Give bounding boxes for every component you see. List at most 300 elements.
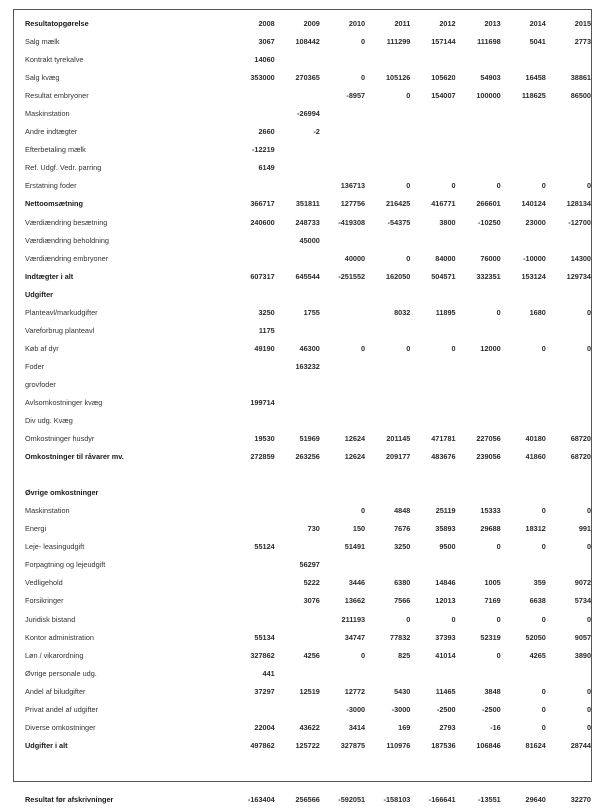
value-cell: -592051 [338,794,366,804]
table-row [25,647,591,665]
value-cell: 211193 [341,614,366,624]
value-cell: 0 [361,37,366,47]
value-cell: -12700 [568,217,591,227]
value-cell: 13662 [344,596,366,606]
value-cell [201,574,275,592]
value-cell: 136713 [340,181,366,191]
value-cell [320,304,365,322]
value-cell: 55124 [254,542,275,552]
value-cell: 14846 [435,578,456,588]
value-cell: 5734 [574,596,591,606]
value-cell [546,358,591,376]
table-row [25,232,591,250]
row-label: Leje- leasingudgift [25,542,85,552]
value-cell [320,556,365,574]
value-cell: 40180 [525,434,546,444]
value-cell [546,412,591,430]
table-row [25,87,591,105]
row-label: Kontor administration [25,632,94,642]
row-label: Salg mælk [25,37,60,47]
value-cell: 55134 [254,632,275,642]
value-cell: 266601 [476,199,501,209]
value-cell [365,51,410,69]
value-cell: 2660 [258,127,275,137]
value-cell [501,412,546,430]
value-cell [275,484,320,502]
value-cell [275,665,320,683]
value-cell: 32270 [570,794,591,804]
row-label: Resultat embryoner [25,91,89,101]
table-row [25,665,591,683]
value-cell [501,358,546,376]
value-cell: -163404 [247,794,275,804]
header-row [25,15,591,33]
value-cell [456,232,501,250]
value-cell: 0 [586,686,591,696]
row-label: grovfoder [25,379,56,389]
table-row [25,701,591,719]
value-cell [456,376,501,394]
value-cell [501,665,546,683]
value-cell [275,159,320,177]
value-cell [320,412,365,430]
value-cell: 14300 [570,253,591,263]
value-cell: 37393 [435,632,456,642]
value-cell: 106846 [476,740,501,750]
spacer-row [25,755,591,791]
value-cell: 40000 [344,253,366,263]
value-cell [201,286,275,304]
value-cell: 43622 [299,722,320,732]
value-cell: -251552 [338,271,366,281]
value-cell [201,701,275,719]
value-cell: 29688 [480,524,501,534]
total-row [25,195,591,213]
value-cell: 34747 [344,632,366,642]
value-cell [365,123,410,141]
value-cell [410,159,455,177]
value-cell: 41860 [525,452,546,462]
value-cell: 153124 [521,271,546,281]
value-cell [365,484,410,502]
year-header: 2011 [394,19,411,29]
value-cell [546,466,591,484]
value-cell [365,322,410,340]
value-cell [410,358,455,376]
value-cell: 51491 [344,542,366,552]
value-cell [546,556,591,574]
value-cell: 14060 [254,55,275,65]
value-cell: 4848 [394,506,411,516]
value-cell [546,755,591,791]
table-row [25,51,591,69]
value-cell [275,376,320,394]
value-cell: 351811 [295,199,320,209]
row-label: Salg kvæg [25,73,60,83]
value-cell: 0 [496,181,501,191]
table-row [25,412,591,430]
value-cell [320,322,365,340]
value-cell: 38861 [570,73,591,83]
value-cell [201,358,275,376]
year-header: 2008 [258,19,275,29]
year-header: 2009 [303,19,320,29]
value-cell: 3446 [348,578,366,588]
total-row [25,448,591,466]
value-cell: 11895 [435,307,456,317]
value-cell [320,466,365,484]
value-cell [275,87,320,105]
value-cell: 51969 [299,434,320,444]
table-row [25,250,591,268]
row-label: Juridisk bistand [25,614,76,624]
value-cell [456,556,501,574]
value-cell: 52050 [525,632,546,642]
value-cell: 270365 [295,73,320,83]
year-header: 2015 [574,19,591,29]
value-cell: -166641 [428,794,456,804]
value-cell: 353000 [250,73,275,83]
value-cell [365,376,410,394]
value-cell [201,592,275,610]
value-cell: 497862 [250,740,275,750]
value-cell: 0 [361,343,366,353]
value-cell [546,232,591,250]
value-cell [410,484,455,502]
value-cell: 2773 [574,37,591,47]
spacer-row [25,466,591,484]
value-cell [365,105,410,123]
value-cell: -10250 [477,217,501,227]
value-cell [275,51,320,69]
value-cell: 0 [451,181,456,191]
value-cell [546,105,591,123]
value-cell [320,286,365,304]
table-row [25,177,591,195]
value-cell [275,286,320,304]
value-cell: 0 [586,506,591,516]
value-cell: -10000 [523,253,546,263]
value-cell [501,376,546,394]
row-label: Erstatning foder [25,181,77,191]
value-cell: 86500 [570,91,591,101]
value-cell [320,232,365,250]
value-cell: 0 [586,542,591,552]
spreadsheet-page [13,9,592,804]
value-cell [275,322,320,340]
table-row [25,574,591,592]
value-cell: 0 [451,343,456,353]
row-label: Privat andel af udgifter [25,704,99,714]
value-cell [501,159,546,177]
value-cell: 9072 [574,578,591,588]
row-label: Avlsomkostninger kvæg [25,398,103,407]
value-cell: 3800 [439,217,456,227]
value-cell: 110976 [386,740,411,750]
table-row [25,159,591,177]
value-cell: 0 [361,650,366,660]
value-cell: 140124 [521,199,546,209]
value-cell [410,232,455,250]
value-cell: -13551 [477,794,501,804]
table-row [25,556,591,574]
total-row [25,268,591,286]
value-cell: 4265 [529,650,546,660]
value-cell [501,394,546,412]
value-cell: 607317 [250,271,275,281]
value-cell: -2500 [482,704,501,714]
value-cell: 1175 [258,325,275,335]
table-row [25,430,591,448]
value-cell: 12519 [299,686,320,696]
value-cell [275,538,320,556]
row-label: Løn / vikarordning [25,650,84,660]
value-cell: 6638 [529,596,546,606]
value-cell: 645544 [295,271,320,281]
value-cell [546,286,591,304]
value-cell: 68720 [570,452,591,462]
value-cell: 5222 [303,578,320,588]
value-cell: 11465 [435,686,456,696]
table-title: Resultatopgørelse [25,19,89,29]
value-cell: 111698 [477,37,501,47]
value-cell [546,51,591,69]
value-cell: 3076 [303,596,320,606]
year-header: 2012 [439,19,456,29]
value-cell [456,358,501,376]
value-cell [410,141,455,159]
value-cell: 0 [496,650,501,660]
value-cell: 6380 [394,578,411,588]
table-row [25,394,591,412]
table-row [25,141,591,159]
value-cell [410,123,455,141]
value-cell: 209177 [385,452,411,462]
value-cell: -16 [490,722,501,732]
value-cell: 0 [541,343,546,353]
value-cell: 12772 [344,686,366,696]
value-cell: 0 [361,73,366,83]
value-cell [275,502,320,520]
value-cell [546,376,591,394]
value-cell: 45000 [299,235,320,245]
value-cell: 0 [406,91,411,101]
value-cell [456,105,501,123]
value-cell [201,502,275,520]
value-cell: 76000 [480,253,501,263]
value-cell: 332351 [476,271,501,281]
value-cell: 157144 [431,37,456,47]
value-cell: 0 [541,181,546,191]
row-label: Maskinstation [25,506,70,516]
value-cell [275,701,320,719]
value-cell: 7169 [484,596,501,606]
value-cell [365,755,410,791]
value-cell: 256566 [295,794,320,804]
row-label: Forpagtning og lejeudgift [25,560,106,570]
value-cell: -26994 [297,109,320,119]
value-cell [320,484,365,502]
value-cell [201,232,275,250]
table-row [25,629,591,647]
value-cell: 0 [541,722,546,732]
row-label: Div udg. Kvæg [25,416,73,426]
value-cell [456,665,501,683]
value-cell: 111299 [386,37,411,47]
row-label: Vareforbrug planteavl [25,325,95,335]
value-cell: 125722 [295,740,320,750]
value-cell: 199714 [250,398,275,407]
value-cell [201,484,275,502]
value-cell [365,232,410,250]
value-cell: 263256 [295,452,320,462]
value-cell: 52319 [480,632,501,642]
income-statement-table [25,15,591,809]
value-cell: 0 [496,542,501,552]
value-cell: 0 [451,614,456,624]
value-cell [410,466,455,484]
value-cell [410,665,455,683]
value-cell [365,286,410,304]
value-cell [456,286,501,304]
row-label: Udgifter [25,289,53,299]
value-cell: 54903 [480,73,501,83]
value-cell: 0 [406,253,411,263]
value-cell [201,87,275,105]
value-cell: 16458 [525,73,546,83]
row-label: Værdiændring embryoner [25,253,109,263]
value-cell [275,412,320,430]
value-cell: 0 [586,722,591,732]
row-label: Udgifter i alt [25,740,68,750]
value-cell [410,755,455,791]
value-cell: 483676 [431,452,456,462]
year-header: 2014 [529,19,546,29]
row-label: Nettoomsætning [25,199,83,209]
value-cell: 0 [586,704,591,714]
row-label: Resultat før afskrivninger [25,794,114,804]
value-cell: 201145 [386,434,411,444]
value-cell [410,322,455,340]
value-cell: 100000 [476,91,501,101]
value-cell: 35893 [435,524,456,534]
value-cell: 0 [406,181,411,191]
value-cell: 248733 [295,217,320,227]
value-cell: 18312 [525,524,546,534]
value-cell [201,556,275,574]
value-cell: 4256 [303,650,320,660]
value-cell: 84000 [435,253,456,263]
value-cell: 0 [361,506,366,516]
value-cell [320,358,365,376]
value-cell [456,322,501,340]
value-cell: 216425 [385,199,411,209]
value-cell [320,376,365,394]
value-cell: 105620 [431,73,456,83]
value-cell: 29640 [525,794,546,804]
value-cell: 7676 [394,524,411,534]
table-row [25,214,591,232]
value-cell: 441 [262,668,275,678]
total-row [25,737,591,755]
value-cell [410,376,455,394]
total-row [25,791,591,809]
table-row [25,592,591,610]
value-cell: 0 [541,704,546,714]
table-row [25,69,591,87]
table-row [25,502,591,520]
value-cell: 366717 [250,199,275,209]
total-row [25,286,591,304]
row-label: Omkostninger til råvarer mv. [25,452,124,462]
value-cell [410,105,455,123]
value-cell [501,322,546,340]
value-cell [501,105,546,123]
value-cell [275,250,320,268]
value-cell: 327875 [340,740,366,750]
value-cell [201,105,275,123]
row-label: Ref. Udgf. Vedr. parring [25,163,102,173]
value-cell [275,466,320,484]
value-cell: 272859 [250,452,275,462]
value-cell: 227056 [476,434,501,444]
value-cell: 37297 [254,686,275,696]
value-cell [275,611,320,629]
row-label: Værdiændring besætning [25,217,108,227]
value-cell: 0 [406,614,411,624]
value-cell [365,159,410,177]
value-cell: 7566 [394,596,411,606]
table-row [25,376,591,394]
value-cell: 169 [398,722,411,732]
value-cell: -54375 [387,217,411,227]
value-cell: 2793 [439,722,456,732]
value-cell: 23000 [525,217,546,227]
value-cell: 105126 [385,73,411,83]
value-cell [365,141,410,159]
value-cell [201,250,275,268]
value-cell: 12624 [344,434,366,444]
value-cell [201,466,275,484]
value-cell: 5041 [529,37,546,47]
value-cell: 3414 [348,722,366,732]
value-cell [456,755,501,791]
value-cell: 15333 [480,506,501,516]
value-cell: 22004 [254,722,275,732]
row-label: Maskinstation [25,109,70,119]
row-label: Øvrige omkostninger [25,488,99,498]
value-cell: 0 [586,181,591,191]
row-label [25,466,201,484]
value-cell: 6149 [258,163,275,173]
value-cell: 730 [307,524,320,534]
value-cell: 154007 [431,91,456,101]
value-cell: 77832 [390,632,411,642]
value-cell [501,123,546,141]
value-cell: 68720 [570,434,591,444]
row-label: Omkostninger husdyr [25,434,95,444]
row-label: Kontrakt tyrekalve [25,55,84,65]
row-label: Køb af dyr [25,343,59,353]
row-label: Diverse omkostninger [25,722,96,732]
value-cell: 49190 [254,343,275,353]
value-cell: 0 [586,307,591,317]
value-cell [320,51,365,69]
value-cell [201,177,275,195]
value-cell [546,322,591,340]
value-cell: 163232 [295,361,320,371]
table-row [25,105,591,123]
